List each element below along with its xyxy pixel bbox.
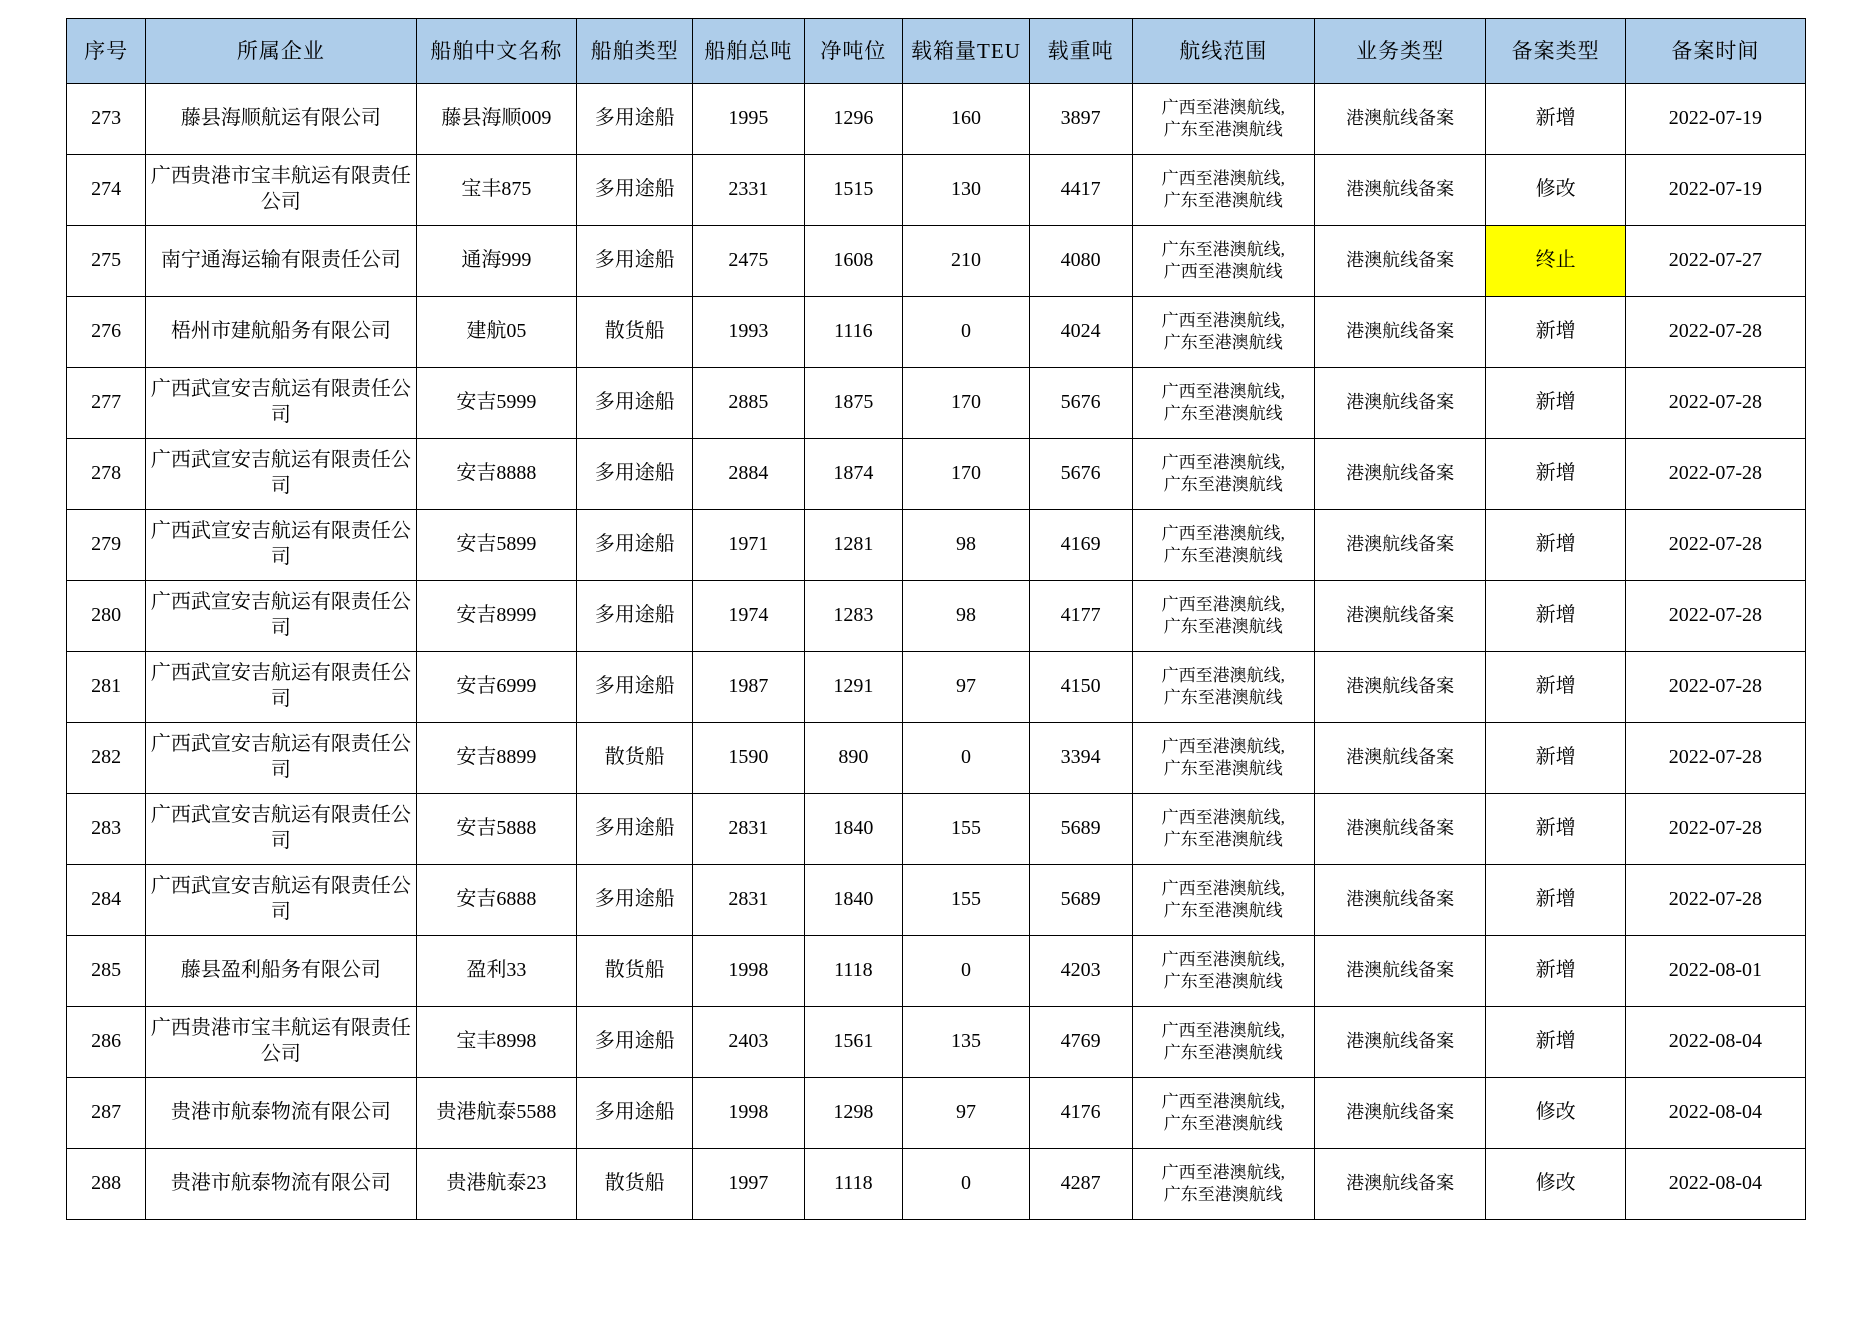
cell-business-type: 港澳航线备案 <box>1314 1007 1486 1078</box>
cell-index: 288 <box>67 1149 146 1220</box>
column-header-ship-type: 船舶类型 <box>577 19 693 84</box>
cell-company: 广西武宣安吉航运有限责任公司 <box>146 581 416 652</box>
cell-deadweight: 4080 <box>1029 226 1132 297</box>
cell-company: 广西武宣安吉航运有限责任公司 <box>146 510 416 581</box>
table-row <box>67 368 1806 439</box>
column-header-record-date: 备案时间 <box>1625 19 1805 84</box>
cell-route <box>1132 297 1314 368</box>
cell-ship-name: 宝丰8998 <box>416 1007 577 1078</box>
cell-company: 广西武宣安吉航运有限责任公司 <box>146 368 416 439</box>
cell-company: 广西武宣安吉航运有限责任公司 <box>146 652 416 723</box>
cell-index: 276 <box>67 297 146 368</box>
cell-route <box>1132 155 1314 226</box>
cell-company: 藤县海顺航运有限公司 <box>146 84 416 155</box>
cell-route <box>1132 439 1314 510</box>
cell-net-tonnage: 1118 <box>804 936 903 1007</box>
table-row <box>67 84 1806 155</box>
cell-index: 281 <box>67 652 146 723</box>
cell-net-tonnage: 1515 <box>804 155 903 226</box>
route-line-1: 广西至港澳航线, <box>1161 808 1285 828</box>
cell-index: 280 <box>67 581 146 652</box>
cell-deadweight: 4769 <box>1029 1007 1132 1078</box>
cell-record-type: 终止 <box>1486 226 1625 297</box>
cell-gross-tonnage: 2403 <box>693 1007 805 1078</box>
cell-teu: 0 <box>903 1149 1030 1220</box>
cell-route <box>1132 1078 1314 1149</box>
route-line-2: 广东至港澳航线 <box>1163 191 1283 210</box>
cell-record-date: 2022-08-04 <box>1625 1078 1805 1149</box>
cell-index: 285 <box>67 936 146 1007</box>
cell-deadweight: 3897 <box>1029 84 1132 155</box>
cell-net-tonnage: 1291 <box>804 652 903 723</box>
cell-net-tonnage: 1281 <box>804 510 903 581</box>
cell-record-type: 新增 <box>1486 652 1625 723</box>
cell-record-type: 新增 <box>1486 297 1625 368</box>
cell-deadweight: 4169 <box>1029 510 1132 581</box>
column-header-route: 航线范围 <box>1132 19 1314 84</box>
cell-record-type: 新增 <box>1486 723 1625 794</box>
cell-teu: 210 <box>903 226 1030 297</box>
cell-net-tonnage: 1561 <box>804 1007 903 1078</box>
cell-business-type: 港澳航线备案 <box>1314 865 1486 936</box>
cell-net-tonnage: 1298 <box>804 1078 903 1149</box>
cell-gross-tonnage: 2331 <box>693 155 805 226</box>
cell-ship-name: 安吉6888 <box>416 865 577 936</box>
cell-business-type: 港澳航线备案 <box>1314 155 1486 226</box>
cell-route <box>1132 1007 1314 1078</box>
cell-record-date: 2022-08-04 <box>1625 1149 1805 1220</box>
cell-deadweight: 5676 <box>1029 368 1132 439</box>
route-line-2: 广东至港澳航线 <box>1163 333 1283 352</box>
route-line-1: 广西至港澳航线, <box>1161 737 1285 757</box>
cell-index: 284 <box>67 865 146 936</box>
table-row <box>67 1007 1806 1078</box>
cell-teu: 98 <box>903 510 1030 581</box>
cell-route <box>1132 936 1314 1007</box>
cell-gross-tonnage: 2475 <box>693 226 805 297</box>
cell-ship-type: 多用途船 <box>577 510 693 581</box>
cell-record-date: 2022-07-28 <box>1625 581 1805 652</box>
route-line-2: 广东至港澳航线 <box>1163 1043 1283 1062</box>
cell-teu: 0 <box>903 936 1030 1007</box>
cell-ship-type: 多用途船 <box>577 439 693 510</box>
cell-ship-type: 散货船 <box>577 936 693 1007</box>
cell-teu: 155 <box>903 865 1030 936</box>
cell-company: 广西武宣安吉航运有限责任公司 <box>146 794 416 865</box>
cell-route <box>1132 652 1314 723</box>
cell-ship-name: 安吉6999 <box>416 652 577 723</box>
cell-record-type: 新增 <box>1486 794 1625 865</box>
cell-record-type: 修改 <box>1486 1078 1625 1149</box>
cell-teu: 155 <box>903 794 1030 865</box>
cell-business-type: 港澳航线备案 <box>1314 297 1486 368</box>
table-row <box>67 794 1806 865</box>
cell-net-tonnage: 1875 <box>804 368 903 439</box>
cell-gross-tonnage: 2831 <box>693 794 805 865</box>
column-header-deadweight: 载重吨 <box>1029 19 1132 84</box>
cell-net-tonnage: 1283 <box>804 581 903 652</box>
cell-ship-name: 安吉8999 <box>416 581 577 652</box>
cell-ship-type: 多用途船 <box>577 1078 693 1149</box>
cell-index: 274 <box>67 155 146 226</box>
cell-ship-name: 安吉5999 <box>416 368 577 439</box>
cell-gross-tonnage: 1998 <box>693 1078 805 1149</box>
cell-deadweight: 4203 <box>1029 936 1132 1007</box>
cell-record-date: 2022-07-28 <box>1625 794 1805 865</box>
cell-company: 广西武宣安吉航运有限责任公司 <box>146 865 416 936</box>
route-line-2: 广东至港澳航线 <box>1163 1114 1283 1133</box>
ship-registration-table <box>66 18 1806 1220</box>
cell-route <box>1132 368 1314 439</box>
cell-business-type: 港澳航线备案 <box>1314 226 1486 297</box>
cell-ship-type: 散货船 <box>577 1149 693 1220</box>
cell-record-date: 2022-08-04 <box>1625 1007 1805 1078</box>
cell-teu: 97 <box>903 652 1030 723</box>
cell-ship-name: 安吉5888 <box>416 794 577 865</box>
cell-ship-type: 散货船 <box>577 723 693 794</box>
cell-ship-type: 多用途船 <box>577 368 693 439</box>
column-header-net-tonnage: 净吨位 <box>804 19 903 84</box>
cell-index: 273 <box>67 84 146 155</box>
cell-record-date: 2022-07-28 <box>1625 723 1805 794</box>
table-row <box>67 297 1806 368</box>
cell-record-date: 2022-07-28 <box>1625 652 1805 723</box>
cell-net-tonnage: 1118 <box>804 1149 903 1220</box>
table-row <box>67 581 1806 652</box>
cell-business-type: 港澳航线备案 <box>1314 1149 1486 1220</box>
table-row <box>67 723 1806 794</box>
route-line-2: 广西至港澳航线 <box>1163 262 1283 281</box>
cell-route <box>1132 723 1314 794</box>
cell-index: 287 <box>67 1078 146 1149</box>
table-row <box>67 652 1806 723</box>
cell-company: 广西贵港市宝丰航运有限责任公司 <box>146 155 416 226</box>
cell-record-type: 新增 <box>1486 84 1625 155</box>
column-header-index: 序号 <box>67 19 146 84</box>
cell-company: 广西武宣安吉航运有限责任公司 <box>146 439 416 510</box>
cell-deadweight: 4177 <box>1029 581 1132 652</box>
cell-business-type: 港澳航线备案 <box>1314 84 1486 155</box>
cell-business-type: 港澳航线备案 <box>1314 723 1486 794</box>
cell-record-date: 2022-07-19 <box>1625 84 1805 155</box>
route-line-2: 广东至港澳航线 <box>1163 688 1283 707</box>
cell-teu: 170 <box>903 439 1030 510</box>
cell-gross-tonnage: 2884 <box>693 439 805 510</box>
cell-ship-name: 藤县海顺009 <box>416 84 577 155</box>
cell-route <box>1132 865 1314 936</box>
cell-index: 282 <box>67 723 146 794</box>
cell-teu: 0 <box>903 297 1030 368</box>
cell-record-date: 2022-07-28 <box>1625 297 1805 368</box>
cell-deadweight: 5689 <box>1029 794 1132 865</box>
cell-index: 278 <box>67 439 146 510</box>
column-header-gross-tonnage: 船舶总吨 <box>693 19 805 84</box>
cell-gross-tonnage: 1974 <box>693 581 805 652</box>
route-line-2: 广东至港澳航线 <box>1163 901 1283 920</box>
route-line-2: 广东至港澳航线 <box>1163 972 1283 991</box>
route-line-1: 广西至港澳航线, <box>1161 453 1285 473</box>
route-line-2: 广东至港澳航线 <box>1163 120 1283 139</box>
cell-net-tonnage: 1874 <box>804 439 903 510</box>
column-header-record-type: 备案类型 <box>1486 19 1625 84</box>
cell-business-type: 港澳航线备案 <box>1314 652 1486 723</box>
route-line-1: 广西至港澳航线, <box>1161 666 1285 686</box>
cell-teu: 98 <box>903 581 1030 652</box>
cell-route <box>1132 794 1314 865</box>
route-line-2: 广东至港澳航线 <box>1163 546 1283 565</box>
cell-ship-type: 多用途船 <box>577 1007 693 1078</box>
cell-ship-name: 安吉8888 <box>416 439 577 510</box>
cell-record-date: 2022-08-01 <box>1625 936 1805 1007</box>
cell-company: 南宁通海运输有限责任公司 <box>146 226 416 297</box>
route-line-1: 广西至港澳航线, <box>1161 1092 1285 1112</box>
cell-gross-tonnage: 1993 <box>693 297 805 368</box>
cell-ship-type: 多用途船 <box>577 155 693 226</box>
cell-company: 梧州市建航船务有限公司 <box>146 297 416 368</box>
cell-deadweight: 4176 <box>1029 1078 1132 1149</box>
route-line-1: 广西至港澳航线, <box>1161 595 1285 615</box>
cell-teu: 135 <box>903 1007 1030 1078</box>
cell-net-tonnage: 1296 <box>804 84 903 155</box>
cell-index: 277 <box>67 368 146 439</box>
table-body <box>67 84 1806 1220</box>
cell-business-type: 港澳航线备案 <box>1314 1078 1486 1149</box>
cell-ship-name: 宝丰875 <box>416 155 577 226</box>
column-header-teu: 载箱量TEU <box>903 19 1030 84</box>
route-line-1: 广西至港澳航线, <box>1161 311 1285 331</box>
cell-business-type: 港澳航线备案 <box>1314 439 1486 510</box>
cell-gross-tonnage: 1995 <box>693 84 805 155</box>
cell-ship-type: 散货船 <box>577 297 693 368</box>
cell-company: 广西武宣安吉航运有限责任公司 <box>146 723 416 794</box>
cell-teu: 170 <box>903 368 1030 439</box>
cell-record-date: 2022-07-28 <box>1625 865 1805 936</box>
cell-business-type: 港澳航线备案 <box>1314 510 1486 581</box>
cell-ship-type: 多用途船 <box>577 581 693 652</box>
cell-record-type: 修改 <box>1486 155 1625 226</box>
cell-net-tonnage: 1840 <box>804 865 903 936</box>
table-row <box>67 226 1806 297</box>
cell-deadweight: 5676 <box>1029 439 1132 510</box>
cell-gross-tonnage: 1997 <box>693 1149 805 1220</box>
cell-gross-tonnage: 1987 <box>693 652 805 723</box>
table-row <box>67 1149 1806 1220</box>
route-line-1: 广东至港澳航线, <box>1161 240 1285 260</box>
table-row <box>67 865 1806 936</box>
cell-teu: 0 <box>903 723 1030 794</box>
cell-route <box>1132 1149 1314 1220</box>
cell-net-tonnage: 1116 <box>804 297 903 368</box>
cell-record-date: 2022-07-28 <box>1625 368 1805 439</box>
cell-teu: 130 <box>903 155 1030 226</box>
cell-ship-name: 通海999 <box>416 226 577 297</box>
cell-ship-type: 多用途船 <box>577 226 693 297</box>
cell-route <box>1132 226 1314 297</box>
cell-index: 286 <box>67 1007 146 1078</box>
cell-gross-tonnage: 1998 <box>693 936 805 1007</box>
table-header-row <box>67 19 1806 84</box>
table-row <box>67 510 1806 581</box>
table-row <box>67 439 1806 510</box>
route-line-2: 广东至港澳航线 <box>1163 617 1283 636</box>
route-line-1: 广西至港澳航线, <box>1161 1163 1285 1183</box>
cell-record-type: 新增 <box>1486 510 1625 581</box>
column-header-company: 所属企业 <box>146 19 416 84</box>
route-line-1: 广西至港澳航线, <box>1161 382 1285 402</box>
cell-deadweight: 4024 <box>1029 297 1132 368</box>
cell-ship-name: 贵港航泰5588 <box>416 1078 577 1149</box>
route-line-2: 广东至港澳航线 <box>1163 759 1283 778</box>
cell-net-tonnage: 1840 <box>804 794 903 865</box>
cell-record-date: 2022-07-19 <box>1625 155 1805 226</box>
route-line-1: 广西至港澳航线, <box>1161 98 1285 118</box>
table-row <box>67 1078 1806 1149</box>
table-header <box>67 19 1806 84</box>
cell-ship-type: 多用途船 <box>577 794 693 865</box>
route-line-1: 广西至港澳航线, <box>1161 1021 1285 1041</box>
cell-deadweight: 5689 <box>1029 865 1132 936</box>
cell-ship-type: 多用途船 <box>577 652 693 723</box>
cell-record-type: 新增 <box>1486 936 1625 1007</box>
cell-ship-name: 盈利33 <box>416 936 577 1007</box>
cell-record-type: 新增 <box>1486 865 1625 936</box>
cell-gross-tonnage: 2831 <box>693 865 805 936</box>
cell-net-tonnage: 890 <box>804 723 903 794</box>
cell-teu: 97 <box>903 1078 1030 1149</box>
cell-deadweight: 4417 <box>1029 155 1132 226</box>
cell-company: 广西贵港市宝丰航运有限责任公司 <box>146 1007 416 1078</box>
cell-company: 贵港市航泰物流有限公司 <box>146 1078 416 1149</box>
route-line-2: 广东至港澳航线 <box>1163 475 1283 494</box>
cell-ship-name: 安吉8899 <box>416 723 577 794</box>
cell-record-type: 新增 <box>1486 581 1625 652</box>
cell-record-date: 2022-07-27 <box>1625 226 1805 297</box>
table-row <box>67 155 1806 226</box>
cell-record-type: 修改 <box>1486 1149 1625 1220</box>
cell-company: 藤县盈利船务有限公司 <box>146 936 416 1007</box>
cell-deadweight: 3394 <box>1029 723 1132 794</box>
route-line-2: 广东至港澳航线 <box>1163 1185 1283 1204</box>
table-row <box>67 936 1806 1007</box>
cell-teu: 160 <box>903 84 1030 155</box>
cell-ship-name: 安吉5899 <box>416 510 577 581</box>
cell-deadweight: 4150 <box>1029 652 1132 723</box>
cell-ship-type: 多用途船 <box>577 865 693 936</box>
route-line-2: 广东至港澳航线 <box>1163 404 1283 423</box>
cell-company: 贵港市航泰物流有限公司 <box>146 1149 416 1220</box>
cell-route <box>1132 84 1314 155</box>
route-line-1: 广西至港澳航线, <box>1161 169 1285 189</box>
column-header-business-type: 业务类型 <box>1314 19 1486 84</box>
route-line-1: 广西至港澳航线, <box>1161 524 1285 544</box>
cell-business-type: 港澳航线备案 <box>1314 936 1486 1007</box>
cell-index: 279 <box>67 510 146 581</box>
column-header-ship-name: 船舶中文名称 <box>416 19 577 84</box>
cell-record-type: 新增 <box>1486 368 1625 439</box>
cell-record-type: 新增 <box>1486 1007 1625 1078</box>
cell-record-type: 新增 <box>1486 439 1625 510</box>
cell-business-type: 港澳航线备案 <box>1314 581 1486 652</box>
cell-index: 275 <box>67 226 146 297</box>
cell-gross-tonnage: 1590 <box>693 723 805 794</box>
route-line-2: 广东至港澳航线 <box>1163 830 1283 849</box>
cell-ship-name: 贵港航泰23 <box>416 1149 577 1220</box>
cell-deadweight: 4287 <box>1029 1149 1132 1220</box>
cell-ship-type: 多用途船 <box>577 84 693 155</box>
cell-business-type: 港澳航线备案 <box>1314 368 1486 439</box>
route-line-1: 广西至港澳航线, <box>1161 879 1285 899</box>
cell-route <box>1132 581 1314 652</box>
cell-record-date: 2022-07-28 <box>1625 510 1805 581</box>
cell-route <box>1132 510 1314 581</box>
cell-gross-tonnage: 2885 <box>693 368 805 439</box>
cell-net-tonnage: 1608 <box>804 226 903 297</box>
cell-record-date: 2022-07-28 <box>1625 439 1805 510</box>
cell-business-type: 港澳航线备案 <box>1314 794 1486 865</box>
route-line-1: 广西至港澳航线, <box>1161 950 1285 970</box>
cell-index: 283 <box>67 794 146 865</box>
cell-gross-tonnage: 1971 <box>693 510 805 581</box>
cell-ship-name: 建航05 <box>416 297 577 368</box>
